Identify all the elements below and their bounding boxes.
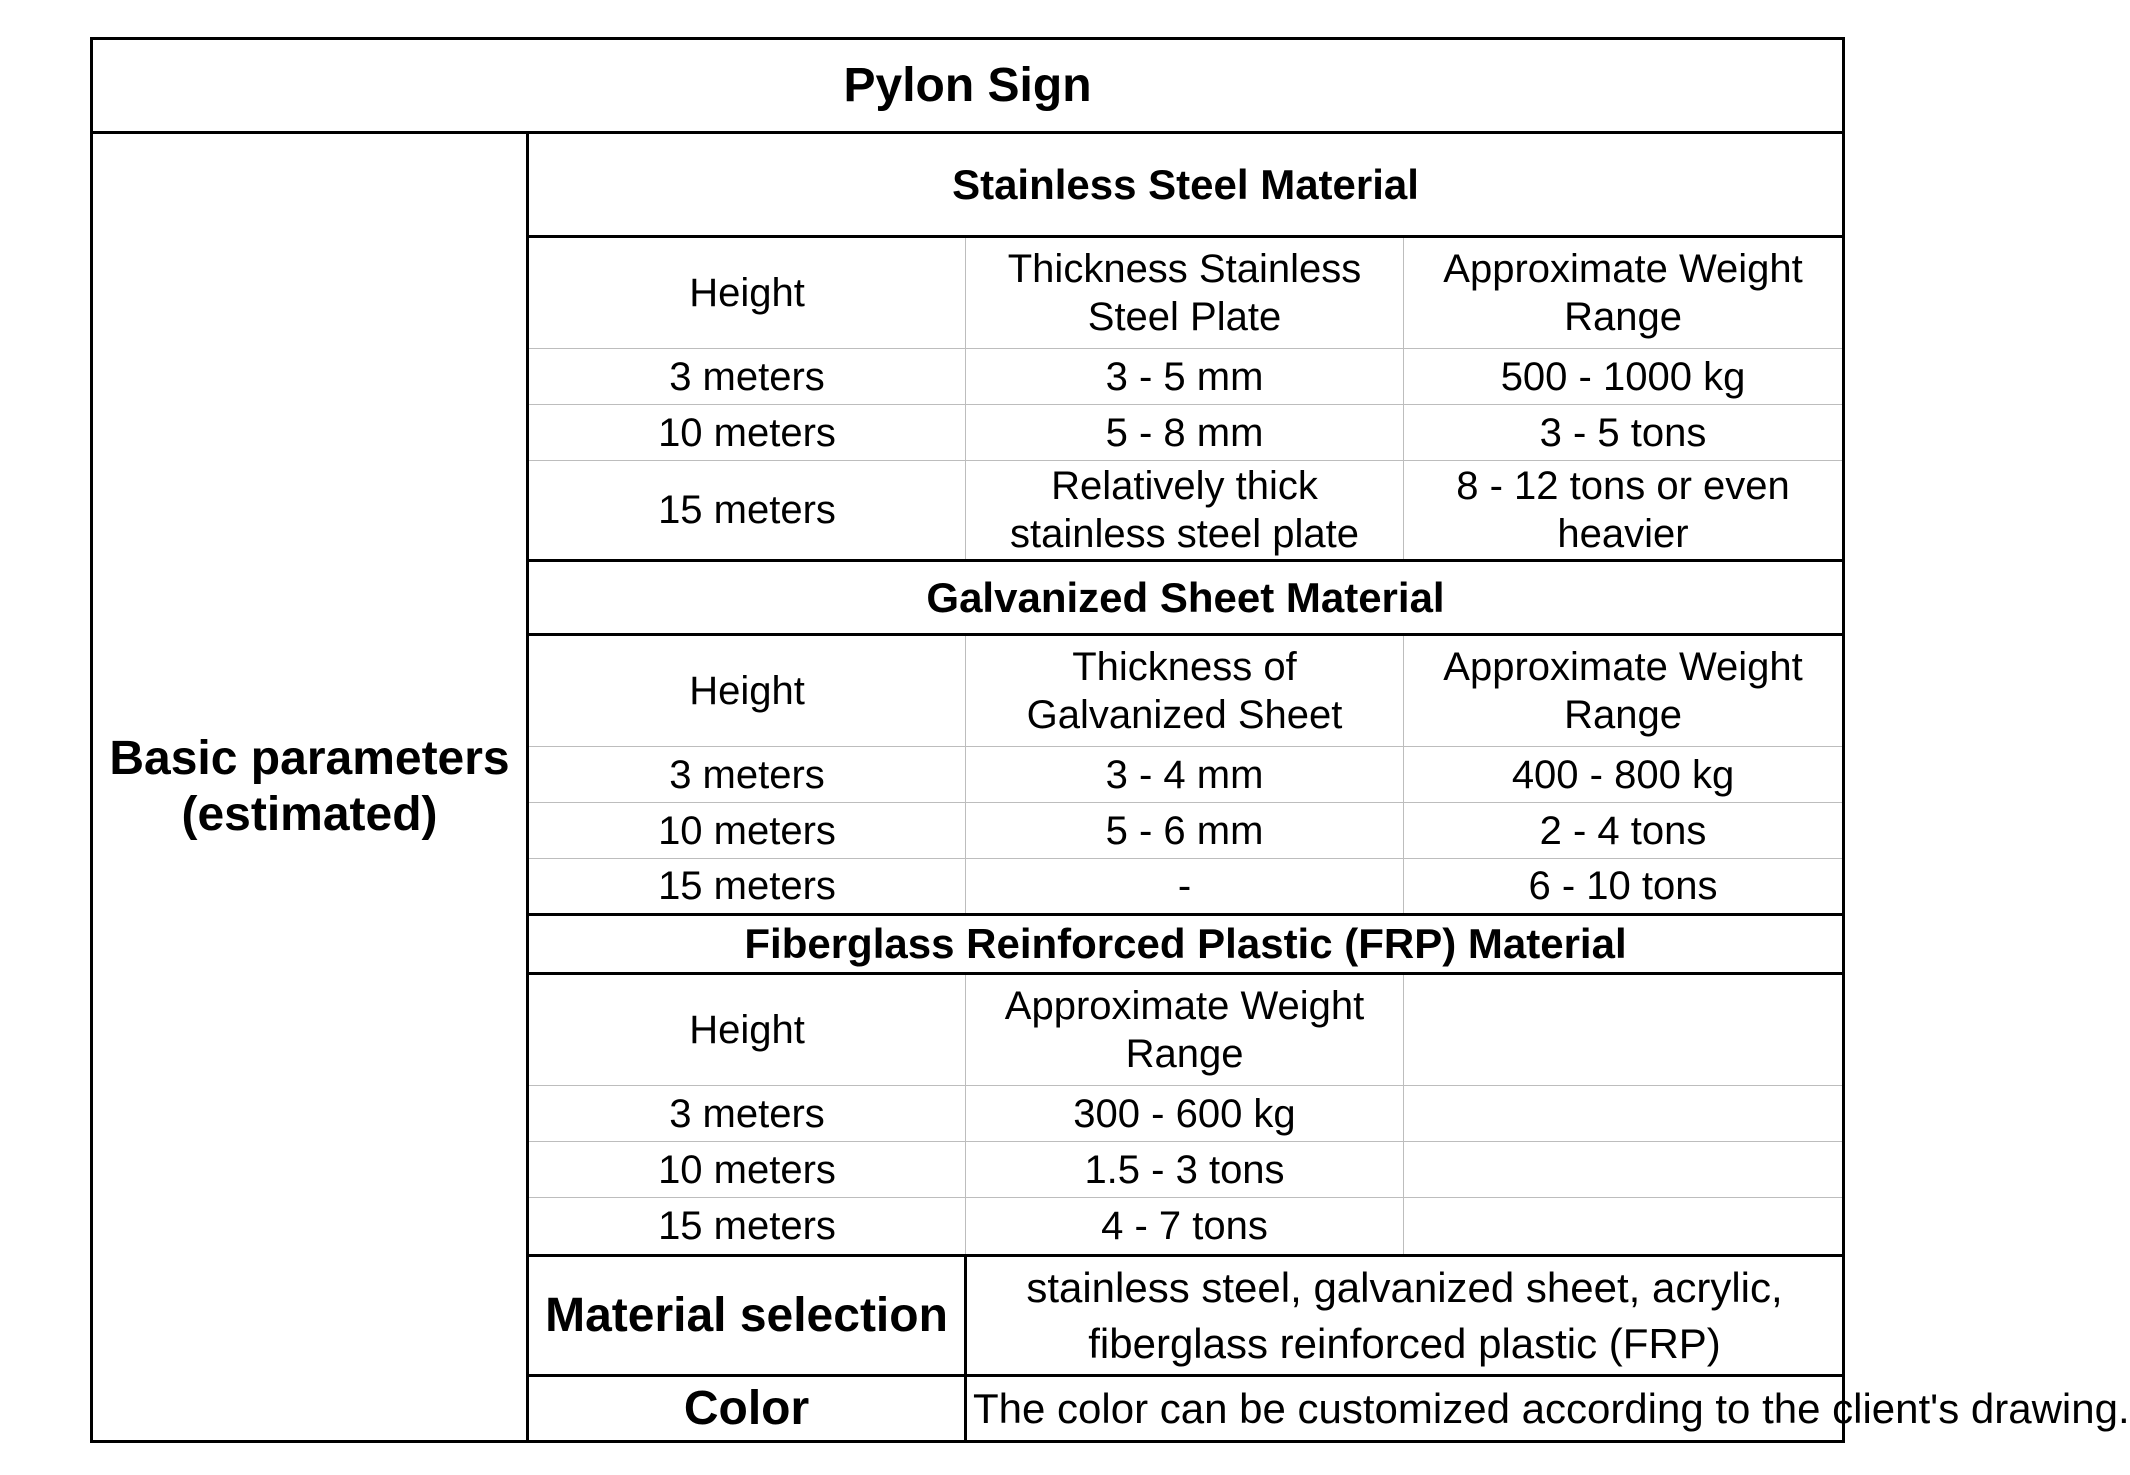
table-cell: 4 - 7 tons [966, 1198, 1404, 1256]
table-cell: - [966, 859, 1404, 915]
table-cell: 10 meters [528, 405, 966, 461]
empty-cell [1404, 974, 1844, 1086]
galvanized-header-weight: Approximate Weight Range [1404, 635, 1844, 747]
table-cell: 1.5 - 3 tons [966, 1142, 1404, 1198]
table-cell: 5 - 6 mm [966, 803, 1404, 859]
table-cell: 300 - 600 kg [966, 1086, 1404, 1142]
material-selection-label: Material selection [528, 1256, 966, 1376]
stainless-header-weight: Approximate Weight Range [1404, 237, 1844, 349]
basic-parameters-label: Basic parameters (estimated) [92, 133, 528, 1442]
table-cell: 500 - 1000 kg [1404, 349, 1844, 405]
table-cell: 3 - 5 tons [1404, 405, 1844, 461]
empty-cell [1404, 1198, 1844, 1256]
table-cell: 10 meters [528, 803, 966, 859]
table-cell: 5 - 8 mm [966, 405, 1404, 461]
frp-section-heading: Fiberglass Reinforced Plastic (FRP) Material [528, 915, 1844, 974]
table-cell: 3 - 4 mm [966, 747, 1404, 803]
table-cell: 15 meters [528, 1198, 966, 1256]
empty-cell [1404, 1142, 1844, 1198]
frp-header-height: Height [689, 1008, 805, 1052]
table-cell: 400 - 800 kg [1404, 747, 1844, 803]
stainless-section-heading: Stainless Steel Material [528, 133, 1844, 237]
table-cell: 8 - 12 tons or even heavier [1404, 461, 1844, 561]
galvanized-section-heading: Galvanized Sheet Material [528, 561, 1844, 635]
table-cell: Relatively thick stainless steel plate [966, 461, 1404, 561]
table-cell: 15 meters [528, 859, 966, 915]
table-cell: 3 meters [528, 747, 966, 803]
pylon-sign-spec-table [90, 37, 2130, 1443]
table-cell: 6 - 10 tons [1404, 859, 1844, 915]
table-cell: 3 - 5 mm [966, 349, 1404, 405]
table-cell: 2 - 4 tons [1404, 803, 1844, 859]
table-cell: 3 meters [528, 349, 966, 405]
color-label: Color [528, 1376, 966, 1442]
stainless-header-height: Height [689, 271, 805, 315]
stainless-header-thickness: Thickness Stainless Steel Plate [966, 237, 1404, 349]
material-selection-value: stainless steel, galvanized sheet, acrylic, fiberglass reinforced plastic (FRP) [966, 1256, 1844, 1376]
frp-header-weight: Approximate Weight Range [966, 974, 1404, 1086]
table-title: Pylon Sign [92, 39, 1844, 133]
table-cell: 15 meters [528, 461, 966, 561]
table-cell: 10 meters [528, 1142, 966, 1198]
color-value: The color can be customized according to the client's drawing. [966, 1376, 1844, 1442]
galvanized-header-thickness: Thickness of Galvanized Sheet [966, 635, 1404, 747]
table-cell: 3 meters [528, 1086, 966, 1142]
galvanized-header-height: Height [689, 669, 805, 713]
empty-cell [1404, 1086, 1844, 1142]
